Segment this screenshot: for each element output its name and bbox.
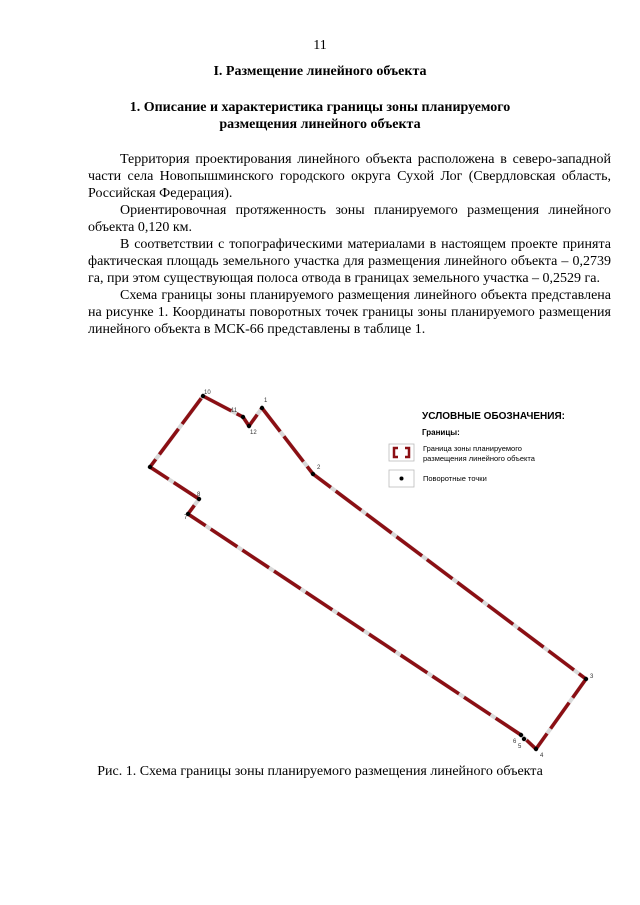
turning-point — [247, 424, 251, 428]
subsection-title: 1. Описание и характеристика границы зоны планируемого размещения линейного объекта — [129, 100, 511, 132]
section-title: I. Размещение линейного объекта — [213, 64, 427, 79]
point-label: 3 — [590, 674, 594, 680]
legend-boundary-label-2: размещения линейного объекта — [423, 454, 535, 463]
turning-point — [148, 465, 152, 469]
turning-point — [260, 406, 264, 410]
turning-points — [148, 394, 588, 751]
turning-point — [519, 733, 523, 737]
body-text — [88, 151, 611, 338]
paragraph-location: Территория проектирования линейного объекта расположена в северо-западной части села Новопышминского городского округа Сухой Лог (Свердловская область, Российская Федерация). — [88, 152, 611, 201]
legend-boundary-label: Граница зоны планируемого — [423, 444, 522, 453]
figure-caption: Рис. 1. Схема границы зоны планируемого размещения линейного объекта — [97, 764, 543, 779]
paragraph-length: Ориентировочная протяженность зоны планируемого размещения линейного объекта 0,120 км. — [88, 203, 611, 235]
boundary-scheme-figure — [140, 388, 600, 758]
point-label: 11 — [231, 408, 238, 414]
paragraph-area: В соответствии с топографическими материалами в настоящем проекте принята фактическая площадь земельного участка для размещения линейного объекта – 0,2739 га, при этом существующая полоса отвода в границах земельного участка – 0,2529 га. — [88, 237, 611, 286]
turning-point — [522, 737, 526, 741]
page-number: 11 — [313, 38, 327, 53]
paragraph-scheme: Схема границы зоны планируемого размещения линейного объекта представлена на рисунке 1. Координаты поворотных точек границы зоны планируемого размещения линейного объекта в МСК-66 представлены в таблице 1. — [88, 288, 611, 337]
legend — [389, 411, 565, 487]
point-label: 2 — [317, 465, 321, 471]
legend-title: УСЛОВНЫЕ ОБОЗНАЧЕНИЯ: — [422, 411, 565, 422]
point-label: 5 — [518, 744, 522, 750]
turning-point — [534, 747, 538, 751]
point-label: 6 — [513, 739, 517, 745]
turning-point — [241, 415, 245, 419]
turning-point — [584, 677, 588, 681]
legend-point-label: Поворотные точки — [423, 474, 487, 483]
point-label: 1 — [264, 398, 268, 404]
point-label: 4 — [540, 753, 544, 758]
point-label: 7 — [184, 515, 188, 521]
point-label: 8 — [197, 492, 201, 498]
turning-point — [311, 472, 315, 476]
point-label: 10 — [204, 390, 211, 396]
point-label: 12 — [250, 430, 257, 436]
legend-subtitle: Границы: — [422, 428, 460, 437]
